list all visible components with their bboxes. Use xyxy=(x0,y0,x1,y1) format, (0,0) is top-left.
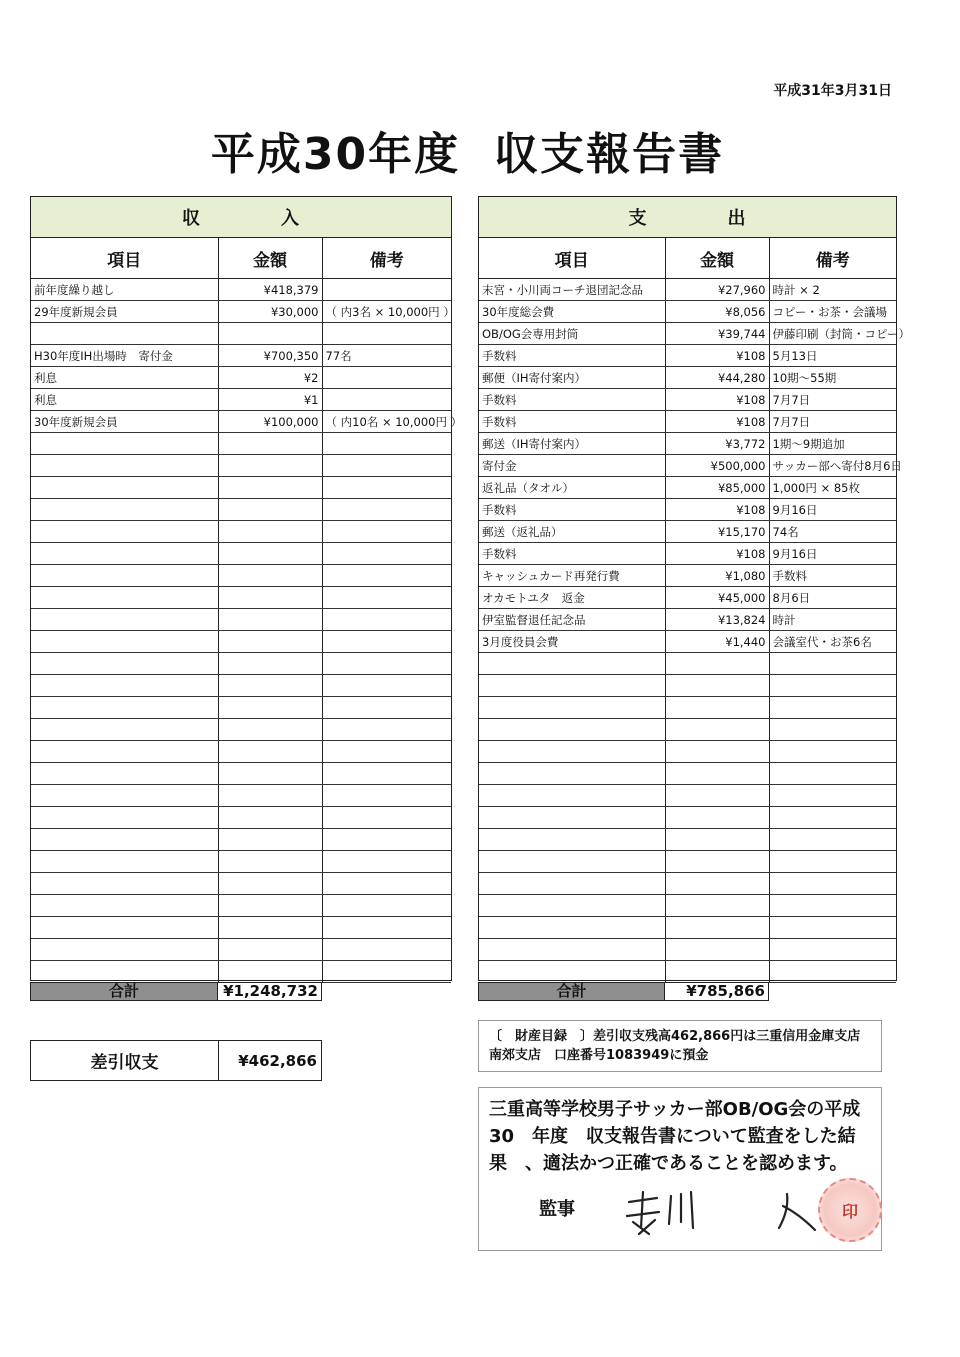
table-row xyxy=(31,345,451,367)
cell-amount: ¥85,000 xyxy=(665,477,769,499)
cell-amount xyxy=(665,675,769,697)
table-row xyxy=(31,499,451,521)
cell-amount: ¥45,000 xyxy=(665,587,769,609)
table-row xyxy=(31,323,451,345)
table-row xyxy=(31,895,451,917)
cell-item xyxy=(31,697,218,719)
table-row xyxy=(31,697,451,719)
cell-item xyxy=(31,939,218,961)
audit-box xyxy=(478,1087,882,1251)
cell-note xyxy=(322,961,451,983)
cell-item: 末宮・小川両コーチ退団記念品 xyxy=(479,279,665,301)
cell-note: 9月16日 xyxy=(769,499,896,521)
cell-amount xyxy=(218,873,322,895)
cell-item xyxy=(479,741,665,763)
cell-item: 3月度役員会費 xyxy=(479,631,665,653)
table-row xyxy=(31,279,451,301)
cell-note: 5月13日 xyxy=(769,345,896,367)
cell-note xyxy=(322,917,451,939)
cell-item: 寄付金 xyxy=(479,455,665,477)
cell-note xyxy=(322,609,451,631)
table-row xyxy=(479,741,896,763)
table-row xyxy=(31,961,451,983)
table-row xyxy=(31,917,451,939)
table-row xyxy=(31,873,451,895)
table-row xyxy=(31,587,451,609)
cell-amount xyxy=(218,455,322,477)
expense-table xyxy=(479,238,911,983)
cell-note xyxy=(769,785,896,807)
cell-note xyxy=(322,477,451,499)
cell-note xyxy=(769,675,896,697)
audit-line-1: 三重高等学校男子サッカー部OB/OG会の平成 xyxy=(489,1099,861,1120)
cell-note xyxy=(322,807,451,829)
income-total xyxy=(30,982,322,1001)
cell-amount xyxy=(665,697,769,719)
cell-note xyxy=(322,653,451,675)
cell-note: 1,000円 × 85枚 xyxy=(769,477,896,499)
cell-item xyxy=(479,785,665,807)
expense-col-amount: 金額 xyxy=(665,238,769,279)
table-row xyxy=(31,719,451,741)
expense-total xyxy=(478,982,769,1001)
cell-amount xyxy=(218,653,322,675)
table-row xyxy=(479,433,896,455)
cell-amount xyxy=(218,609,322,631)
table-row xyxy=(479,389,896,411)
table-row xyxy=(479,873,896,895)
cell-note xyxy=(769,807,896,829)
cell-item: 郵便（IH寄付案内） xyxy=(479,367,665,389)
cell-amount: ¥108 xyxy=(665,389,769,411)
cell-note xyxy=(322,675,451,697)
cell-note: （ 内3名 × 10,000円 ） xyxy=(322,301,451,323)
table-row xyxy=(31,741,451,763)
page-title xyxy=(0,118,935,182)
cell-note: （ 内10名 × 10,000円 ） xyxy=(322,411,451,433)
auditor-role: 監事 xyxy=(539,1199,575,1220)
cell-item xyxy=(31,763,218,785)
cell-note xyxy=(322,631,451,653)
cell-note: 時計 xyxy=(769,609,896,631)
cell-item: キャッシュカード再発行費 xyxy=(479,565,665,587)
cell-note xyxy=(322,873,451,895)
cell-note: サッカー部へ寄付8月6日 xyxy=(769,455,896,477)
report-date: 平成31年3月31日 xyxy=(773,83,892,99)
table-row xyxy=(479,785,896,807)
income-col-amount: 金額 xyxy=(218,238,322,279)
table-row xyxy=(31,411,451,433)
cell-note xyxy=(322,565,451,587)
table-row xyxy=(479,587,896,609)
cell-item xyxy=(31,323,218,345)
cell-amount xyxy=(218,785,322,807)
cell-item xyxy=(31,565,218,587)
cell-item xyxy=(31,785,218,807)
cell-item: 伊室監督退任記念品 xyxy=(479,609,665,631)
cell-amount xyxy=(218,961,322,983)
expense-total-value: ¥785,866 xyxy=(665,982,769,1001)
cell-note: 会議室代・お茶6名 xyxy=(769,631,896,653)
cell-item xyxy=(31,961,218,983)
cell-item xyxy=(479,917,665,939)
table-row xyxy=(31,543,451,565)
cell-item xyxy=(31,675,218,697)
income-total-value: ¥1,248,732 xyxy=(218,982,322,1001)
cell-item xyxy=(31,807,218,829)
cell-amount xyxy=(218,499,322,521)
cell-item: 手数料 xyxy=(479,411,665,433)
cell-note xyxy=(769,741,896,763)
cell-item xyxy=(31,829,218,851)
cell-amount xyxy=(218,477,322,499)
audit-line-2: 30 年度 収支報告書について監査をした結 xyxy=(489,1126,856,1147)
table-row xyxy=(31,389,451,411)
table-row xyxy=(31,565,451,587)
table-row xyxy=(479,697,896,719)
table-row xyxy=(31,851,451,873)
cell-note xyxy=(769,961,896,983)
cell-amount: ¥8,056 xyxy=(665,301,769,323)
cell-item xyxy=(31,631,218,653)
income-total-label: 合計 xyxy=(30,982,218,1001)
cell-item xyxy=(479,653,665,675)
table-row xyxy=(31,785,451,807)
income-ledger xyxy=(30,196,463,981)
table-row xyxy=(479,499,896,521)
cell-note xyxy=(322,587,451,609)
expense-heading-char-1: 支 xyxy=(628,208,648,229)
cell-amount xyxy=(218,741,322,763)
expense-ledger xyxy=(478,196,911,981)
table-row xyxy=(479,565,896,587)
cell-note xyxy=(322,741,451,763)
cell-note xyxy=(322,785,451,807)
cell-note: 8月6日 xyxy=(769,587,896,609)
table-row xyxy=(479,543,896,565)
cell-item: 30年度新規会員 xyxy=(31,411,218,433)
table-row xyxy=(479,609,896,631)
income-heading-char-2: 入 xyxy=(281,208,300,229)
cell-note xyxy=(322,521,451,543)
cell-amount xyxy=(218,565,322,587)
table-row xyxy=(479,763,896,785)
cell-amount xyxy=(218,433,322,455)
cell-note xyxy=(322,719,451,741)
cell-item: 手数料 xyxy=(479,499,665,521)
cell-amount: ¥108 xyxy=(665,543,769,565)
table-row xyxy=(479,939,896,961)
cell-item xyxy=(31,895,218,917)
income-header xyxy=(31,197,451,238)
cell-amount xyxy=(218,697,322,719)
table-row xyxy=(479,301,896,323)
table-row xyxy=(31,609,451,631)
cell-note xyxy=(322,367,451,389)
cell-amount xyxy=(218,851,322,873)
cell-item xyxy=(479,807,665,829)
cell-note xyxy=(769,719,896,741)
cell-amount: ¥1,080 xyxy=(665,565,769,587)
table-row xyxy=(479,367,896,389)
table-row xyxy=(31,301,451,323)
seal-stamp: 印 xyxy=(818,1178,882,1242)
cell-amount xyxy=(665,961,769,983)
cell-amount xyxy=(665,873,769,895)
cell-note: 1期～9期追加 xyxy=(769,433,896,455)
cell-item: 郵送（返礼品） xyxy=(479,521,665,543)
cell-note xyxy=(322,323,451,345)
table-row xyxy=(479,851,896,873)
cell-amount: ¥108 xyxy=(665,411,769,433)
cell-note xyxy=(769,873,896,895)
cell-note xyxy=(322,895,451,917)
cell-item xyxy=(31,609,218,631)
table-row xyxy=(479,653,896,675)
signature-row xyxy=(539,1188,859,1238)
audit-line-3: 果 、適法かつ正確であることを認めます。 xyxy=(489,1153,848,1174)
cell-amount xyxy=(218,807,322,829)
cell-amount: ¥500,000 xyxy=(665,455,769,477)
cell-item: 29年度新規会員 xyxy=(31,301,218,323)
balance-value: ¥462,866 xyxy=(238,1051,317,1070)
table-row xyxy=(31,807,451,829)
cell-amount xyxy=(665,829,769,851)
table-row xyxy=(31,829,451,851)
table-row xyxy=(31,631,451,653)
income-table xyxy=(31,238,463,983)
expense-col-item: 項目 xyxy=(479,238,665,279)
cell-note xyxy=(769,697,896,719)
cell-amount xyxy=(665,763,769,785)
cell-note xyxy=(322,279,451,301)
cell-note xyxy=(769,653,896,675)
cell-note xyxy=(769,939,896,961)
expense-header xyxy=(479,197,896,238)
cell-note xyxy=(322,939,451,961)
table-row xyxy=(479,631,896,653)
cell-amount xyxy=(665,741,769,763)
cell-note xyxy=(322,763,451,785)
cell-item: 手数料 xyxy=(479,543,665,565)
cell-amount: ¥13,824 xyxy=(665,609,769,631)
cell-note: 時計 × 2 xyxy=(769,279,896,301)
cell-amount xyxy=(218,543,322,565)
table-row xyxy=(479,323,896,345)
cell-note xyxy=(322,455,451,477)
cell-amount: ¥1,440 xyxy=(665,631,769,653)
cell-amount: ¥108 xyxy=(665,345,769,367)
cell-note: 7月7日 xyxy=(769,389,896,411)
cell-item xyxy=(479,851,665,873)
cell-item xyxy=(31,851,218,873)
table-row xyxy=(479,455,896,477)
income-col-note: 備考 xyxy=(322,238,451,279)
cell-item xyxy=(479,829,665,851)
cell-note: 77名 xyxy=(322,345,451,367)
cell-note xyxy=(322,499,451,521)
cell-amount xyxy=(218,323,322,345)
cell-note xyxy=(322,851,451,873)
cell-item xyxy=(31,455,218,477)
assets-note xyxy=(478,1020,882,1072)
cell-amount xyxy=(218,895,322,917)
cell-amount: ¥15,170 xyxy=(665,521,769,543)
cell-item xyxy=(31,477,218,499)
cell-item xyxy=(31,587,218,609)
cell-item: オカモトユタ 返金 xyxy=(479,587,665,609)
cell-item xyxy=(479,763,665,785)
cell-note xyxy=(769,829,896,851)
table-row xyxy=(31,477,451,499)
cell-item xyxy=(31,719,218,741)
balance-label: 差引収支 xyxy=(31,1041,219,1080)
table-row xyxy=(31,455,451,477)
cell-item: 手数料 xyxy=(479,389,665,411)
cell-amount: ¥27,960 xyxy=(665,279,769,301)
table-row xyxy=(31,521,451,543)
cell-item xyxy=(479,873,665,895)
cell-amount: ¥418,379 xyxy=(218,279,322,301)
cell-amount: ¥44,280 xyxy=(665,367,769,389)
cell-note: コピー・お茶・会議場 xyxy=(769,301,896,323)
table-row xyxy=(479,521,896,543)
cell-note xyxy=(322,697,451,719)
cell-amount xyxy=(665,895,769,917)
table-row xyxy=(479,675,896,697)
cell-amount xyxy=(218,763,322,785)
cell-item xyxy=(31,499,218,521)
cell-item xyxy=(31,653,218,675)
cell-amount xyxy=(665,851,769,873)
cell-amount: ¥700,350 xyxy=(218,345,322,367)
cell-amount xyxy=(218,675,322,697)
expense-total-label: 合計 xyxy=(478,982,665,1001)
cell-amount xyxy=(218,939,322,961)
cell-amount xyxy=(218,829,322,851)
cell-amount: ¥2 xyxy=(218,367,322,389)
table-row xyxy=(479,719,896,741)
cell-item: 郵送（IH寄付案内） xyxy=(479,433,665,455)
cell-amount xyxy=(665,917,769,939)
table-row xyxy=(31,653,451,675)
cell-note xyxy=(769,851,896,873)
cell-item: OB/OG会専用封筒 xyxy=(479,323,665,345)
income-col-item: 項目 xyxy=(31,238,218,279)
cell-item: 利息 xyxy=(31,367,218,389)
table-row xyxy=(31,675,451,697)
cell-note: 伊藤印刷（封筒・コピー） xyxy=(769,323,896,345)
cell-amount xyxy=(665,807,769,829)
cell-item xyxy=(479,719,665,741)
cell-amount xyxy=(665,719,769,741)
cell-item xyxy=(31,521,218,543)
table-row xyxy=(31,367,451,389)
table-row xyxy=(31,939,451,961)
cell-amount xyxy=(218,587,322,609)
expense-col-note: 備考 xyxy=(769,238,896,279)
cell-note xyxy=(322,433,451,455)
income-heading-char-1: 収 xyxy=(182,208,201,229)
cell-note: 74名 xyxy=(769,521,896,543)
cell-amount: ¥1 xyxy=(218,389,322,411)
cell-amount: ¥30,000 xyxy=(218,301,322,323)
title-doc: 収支報告書 xyxy=(494,129,725,180)
table-row xyxy=(479,917,896,939)
cell-amount: ¥39,744 xyxy=(665,323,769,345)
assets-line-2: 南郊支店 口座番号1083949に預金 xyxy=(489,1048,709,1063)
cell-note: 7月7日 xyxy=(769,411,896,433)
cell-amount: ¥108 xyxy=(665,499,769,521)
cell-amount xyxy=(665,939,769,961)
cell-item: 前年度繰り越し xyxy=(31,279,218,301)
cell-amount xyxy=(218,631,322,653)
cell-item xyxy=(31,433,218,455)
cell-item: 返礼品（タオル） xyxy=(479,477,665,499)
table-row xyxy=(479,807,896,829)
cell-note xyxy=(769,763,896,785)
cell-item xyxy=(479,939,665,961)
expense-heading-char-2: 出 xyxy=(727,208,747,229)
cell-item: 30年度総会費 xyxy=(479,301,665,323)
cell-item xyxy=(31,873,218,895)
cell-amount xyxy=(218,719,322,741)
table-row xyxy=(31,433,451,455)
cell-note xyxy=(322,543,451,565)
cell-amount xyxy=(665,653,769,675)
cell-item: H30年度IH出場時 寄付金 xyxy=(31,345,218,367)
cell-item xyxy=(31,917,218,939)
balance-box xyxy=(30,1040,322,1081)
cell-note xyxy=(769,895,896,917)
assets-line-1: 〔 財産目録 〕差引収支残高462,866円は三重信用金庫支店 xyxy=(489,1029,861,1044)
cell-note xyxy=(322,389,451,411)
table-row xyxy=(479,411,896,433)
title-year: 平成30年度 xyxy=(210,129,461,180)
table-row xyxy=(479,345,896,367)
cell-amount xyxy=(218,521,322,543)
table-row xyxy=(479,961,896,983)
cell-item xyxy=(479,895,665,917)
table-row xyxy=(479,829,896,851)
cell-note xyxy=(322,829,451,851)
cell-item: 手数料 xyxy=(479,345,665,367)
cell-item xyxy=(479,697,665,719)
table-row xyxy=(31,763,451,785)
cell-item: 利息 xyxy=(31,389,218,411)
cell-note xyxy=(769,917,896,939)
cell-amount xyxy=(218,917,322,939)
cell-amount: ¥100,000 xyxy=(218,411,322,433)
cell-note: 10期～55期 xyxy=(769,367,896,389)
cell-amount xyxy=(665,785,769,807)
table-row xyxy=(479,477,896,499)
cell-item xyxy=(31,543,218,565)
cell-amount: ¥3,772 xyxy=(665,433,769,455)
cell-item xyxy=(31,741,218,763)
table-row xyxy=(479,279,896,301)
cell-note: 9月16日 xyxy=(769,543,896,565)
cell-item xyxy=(479,961,665,983)
table-row xyxy=(479,895,896,917)
cell-item xyxy=(479,675,665,697)
cell-note: 手数料 xyxy=(769,565,896,587)
